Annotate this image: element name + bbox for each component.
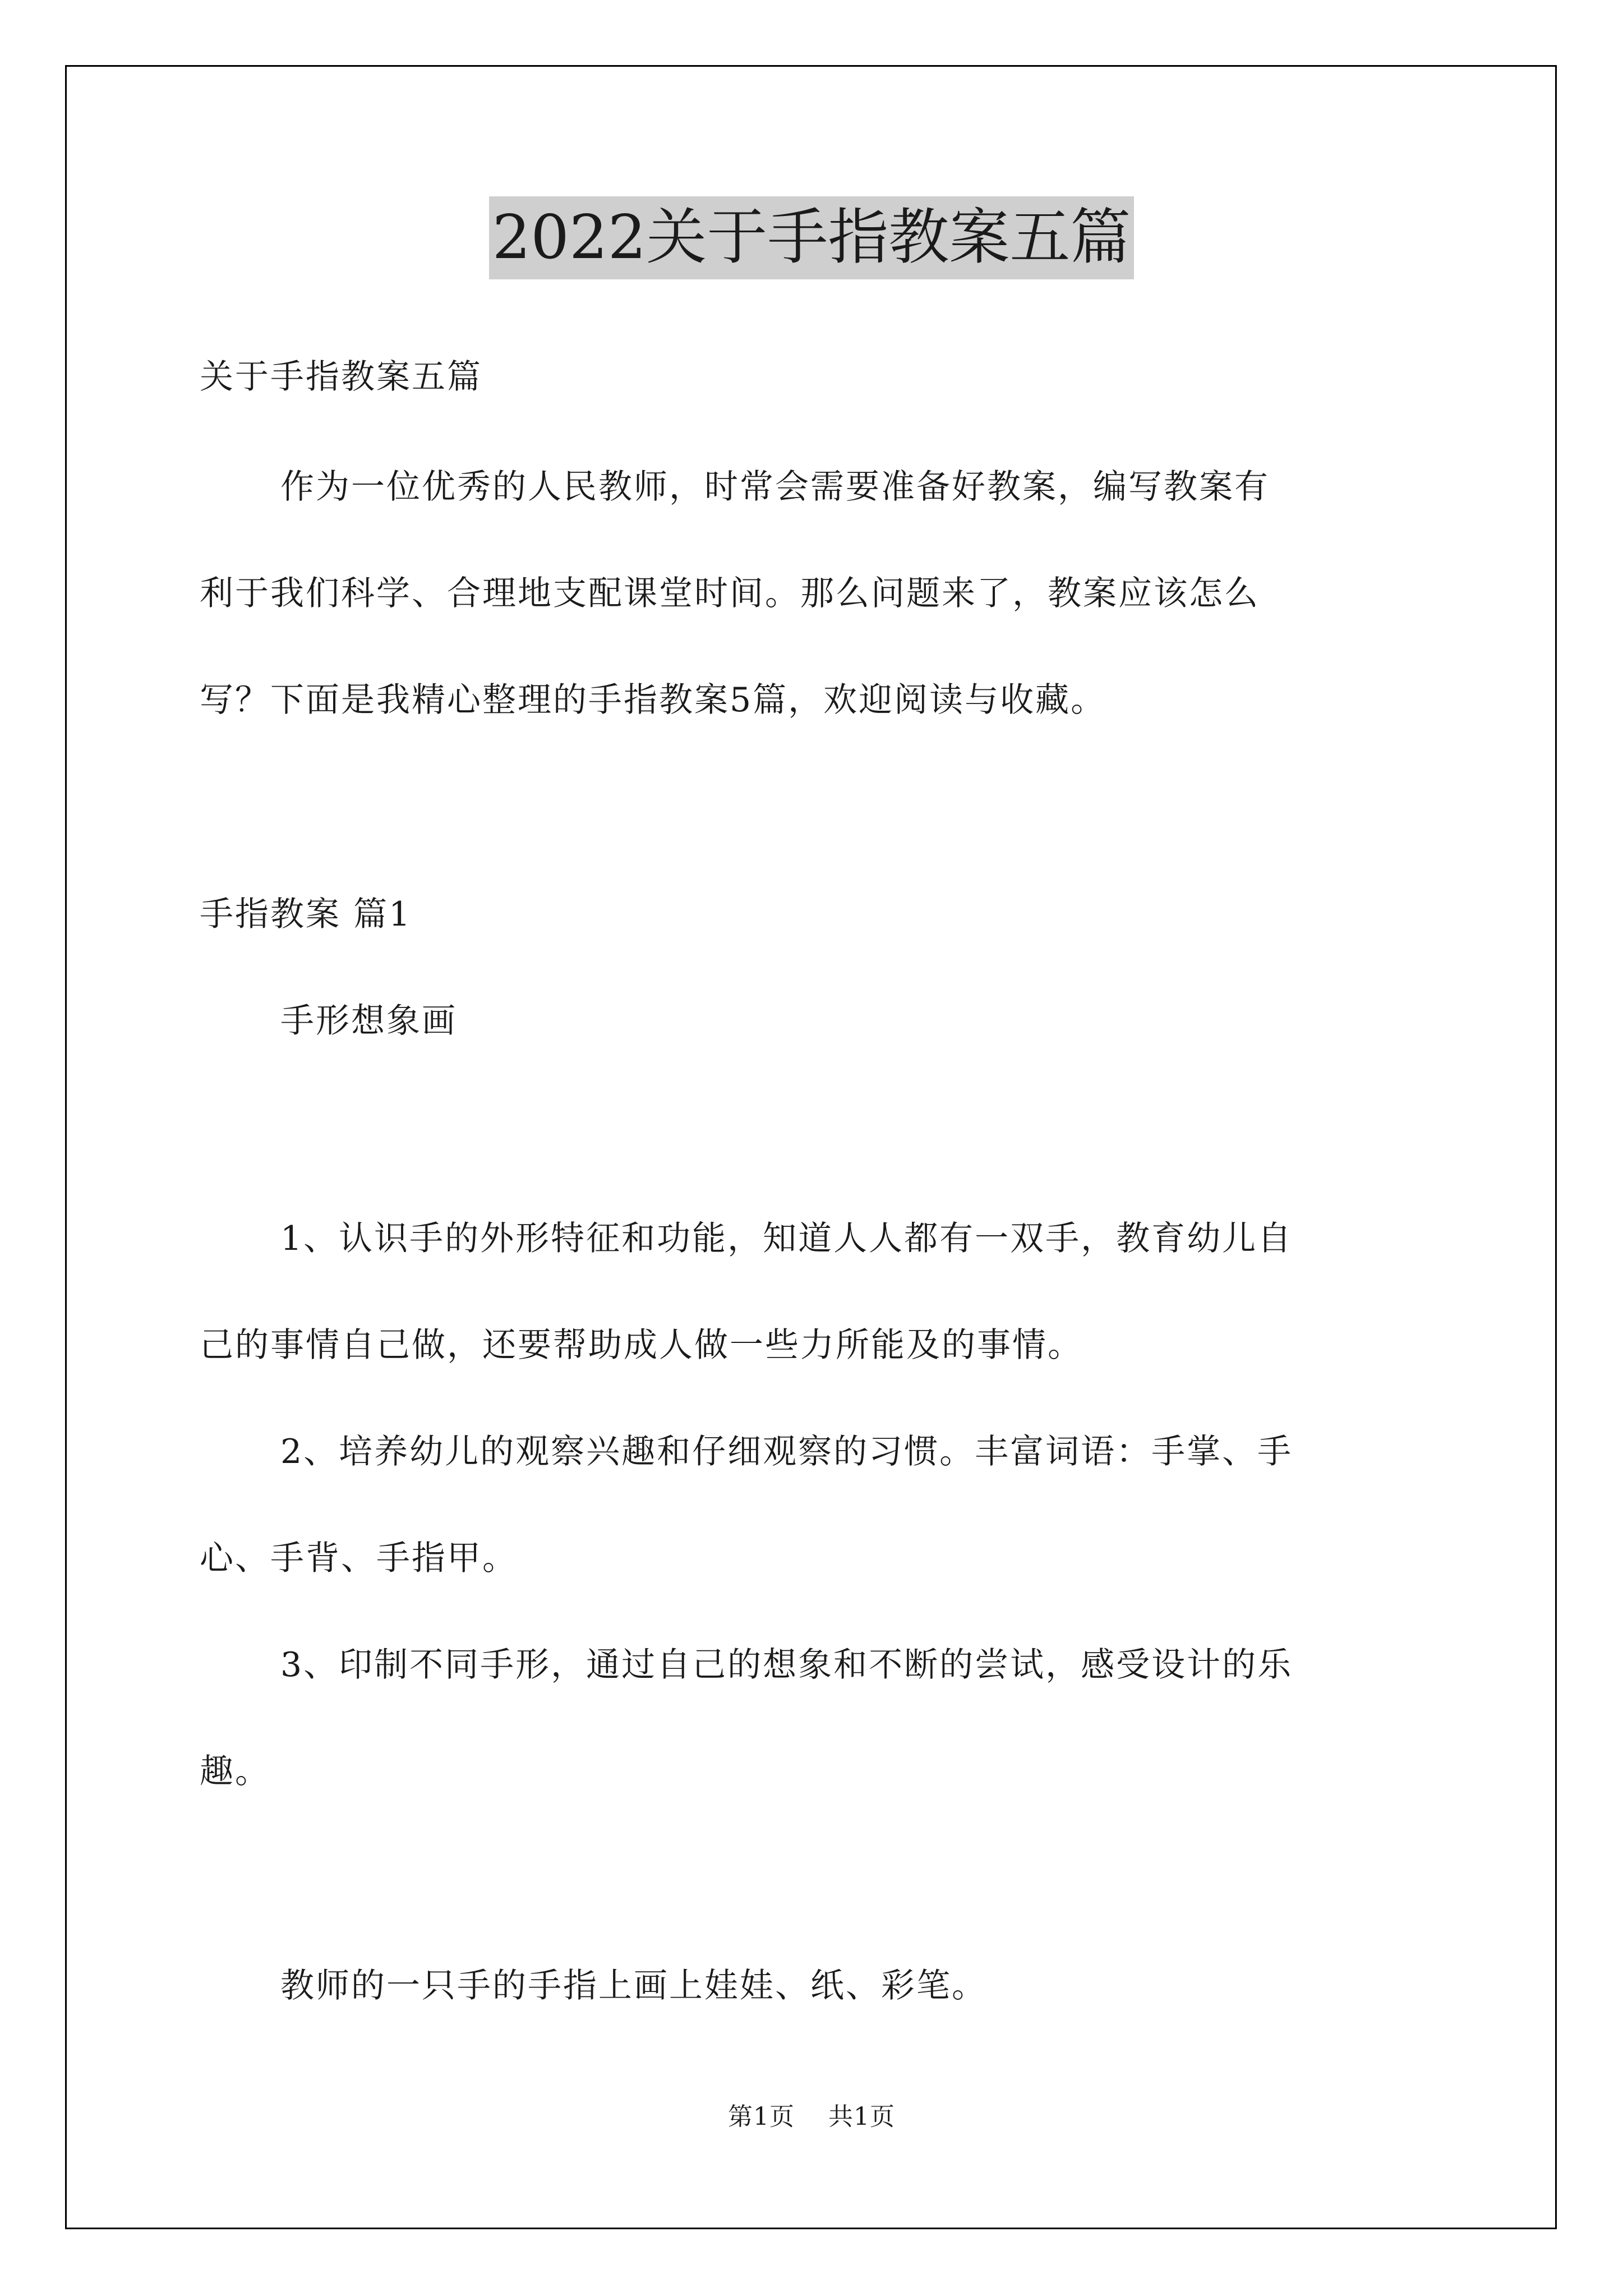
intro-line-2: 利于我们科学、合理地支配课堂时间。那么问题来了，教案应该怎么 [200,574,1260,613]
page-total: 共1页 [828,2102,895,2131]
lesson-title: 手形想象画 [280,1001,457,1041]
intro-line-3: 写？下面是我精心整理的手指教案5篇，欢迎阅读与收藏。 [200,680,1106,720]
goal-3-line-1: 3、印制不同手形，通过自己的想象和不断的尝试，感受设计的乐 [280,1645,1293,1685]
page-footer [0,2100,1623,2134]
goal-1-line-1: 1、认识手的外形特征和功能，知道人人都有一双手，教育幼儿自 [280,1219,1293,1258]
goal-2-line-1: 2、培养幼儿的观察兴趣和仔细观察的习惯。丰富词语：手掌、手 [280,1432,1293,1471]
preparation-line: 教师的一只手的手指上画上娃娃、纸、彩笔。 [280,1966,987,2005]
goal-1-line-2: 己的事情自己做，还要帮助成人做一些力所能及的事情。 [200,1326,1083,1365]
goal-2-line-2: 心、手背、手指甲。 [200,1539,518,1578]
intro-line-1: 作为一位优秀的人民教师，时常会需要准备好教案，编写教案有 [280,467,1270,507]
subtitle: 关于手指教案五篇 [200,357,482,397]
page-number: 第1页 [728,2102,795,2131]
section-heading: 手指教案 篇1 [200,895,412,934]
title-container [0,196,1623,279]
document-title: 2022关于手指教案五篇 [489,196,1135,279]
goal-3-line-2: 趣。 [200,1752,270,1791]
